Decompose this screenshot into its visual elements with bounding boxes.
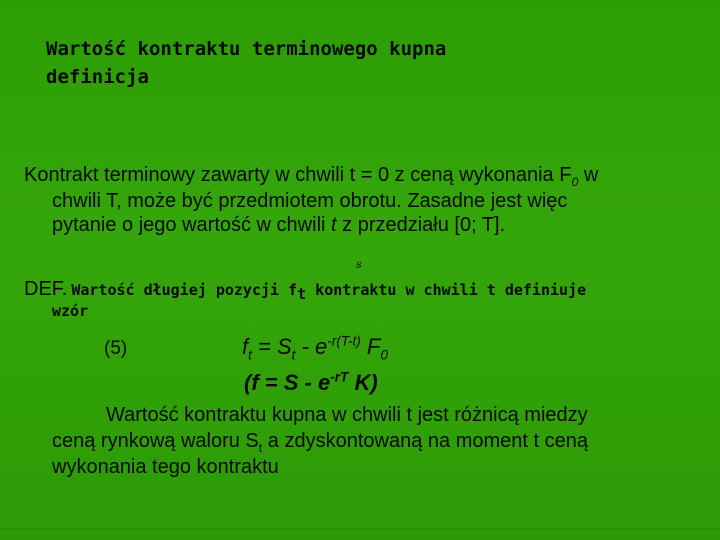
slide-title-line-2: definicja (46, 66, 149, 88)
formula-simplified: ($f = S - e^{-rT}$ K) (244, 369, 378, 395)
paragraph-1-line-2: chwili T, może być przedmiotem obrotu. Zasadne jest więc (52, 190, 568, 212)
slide-title-line-1: Wartość kontraktu terminowego kupna (46, 38, 447, 60)
paragraph-2-line-2: ceną rynkową waloru $S_t$ a zdyskontowaną na moment t ceną (52, 430, 588, 455)
paragraph-2-line-3: wykonania tego kontraktu (52, 456, 279, 478)
paragraph-1-line-3: pytanie o jego wartość w chwili t z przedziału [0; T]. (52, 214, 506, 236)
paragraph-1-line-1: Kontrakt terminowy zawarty w chwili t = 0 z ceną wykonania $F_0$ w (24, 164, 599, 189)
definition-line-1: DEF. Wartość długiej pozycji $f_t$ kontraktu w chwili t definiuje (24, 278, 587, 304)
equation-number: (5) (104, 338, 128, 359)
definition-line-2: wzór (52, 302, 89, 320)
paragraph-2-line-1: Wartość kontraktu kupna w chwili t jest różnicą miedzy (106, 404, 588, 426)
bottom-divider (0, 528, 720, 530)
formula-main: $f_t = S_t - e^{-r(T-t)}$ $F_0$ (242, 333, 388, 363)
small-s-label: s (356, 258, 362, 271)
def-label: DEF. (24, 278, 68, 300)
